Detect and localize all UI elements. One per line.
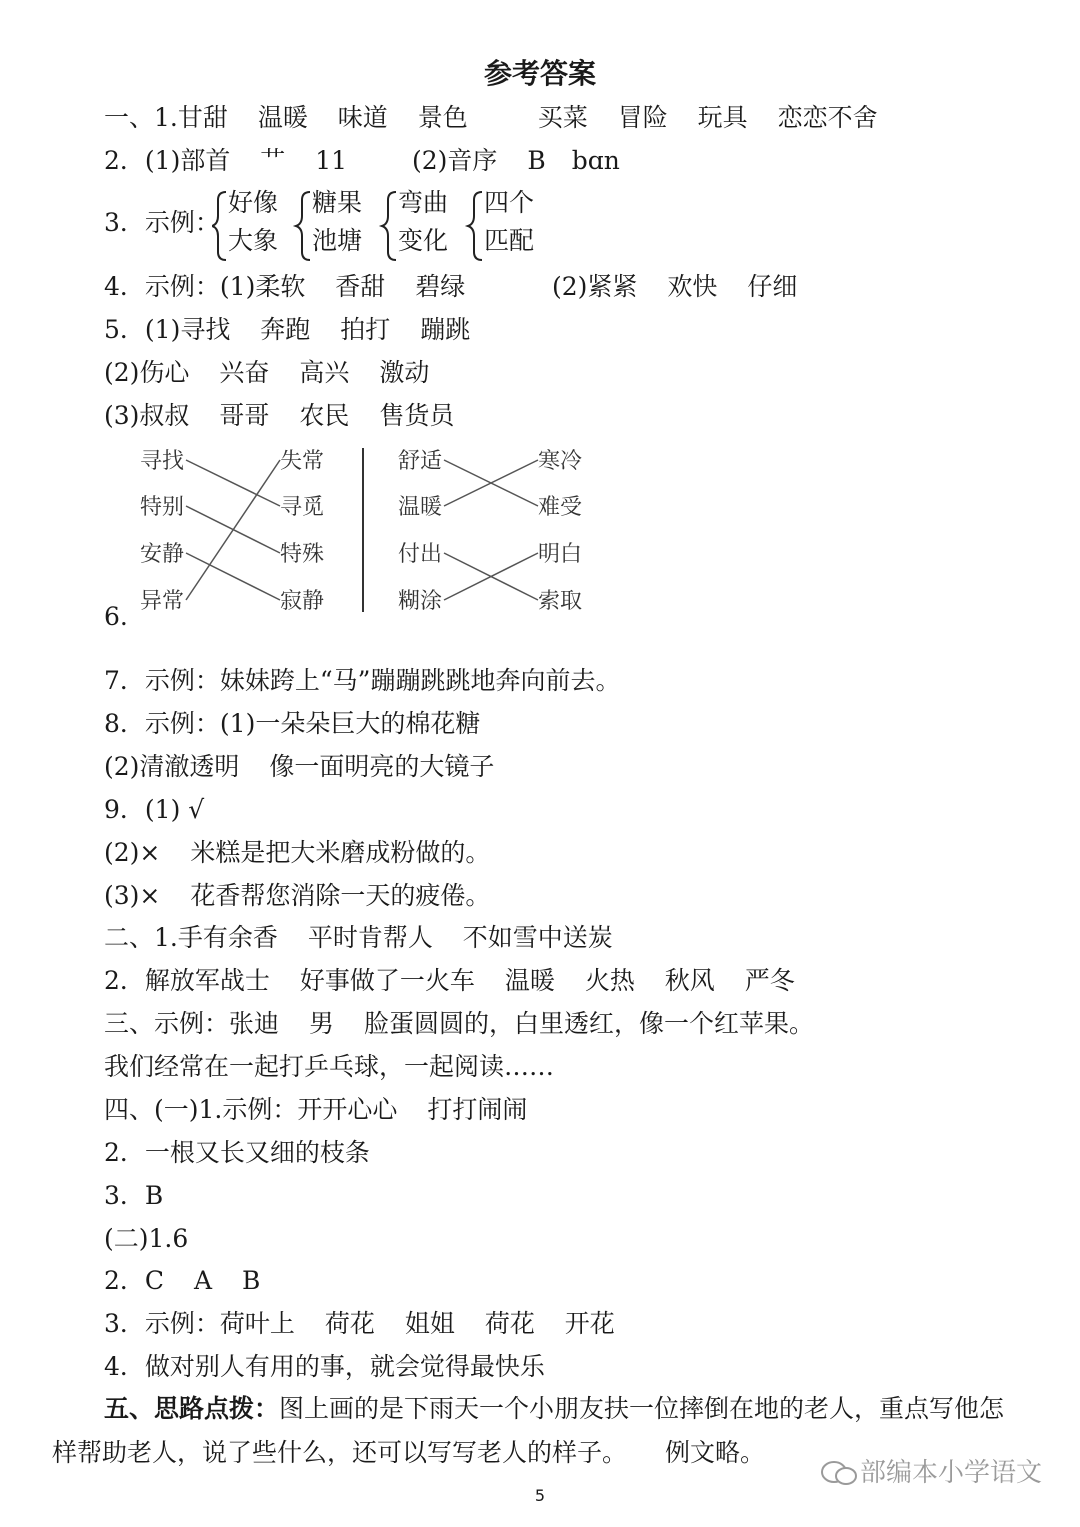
answer-line-5a [104, 313, 470, 347]
section-2-line-2 [104, 964, 795, 998]
pair-word-bottom: 匹配 [484, 226, 535, 255]
answer-text: 艹 [260, 146, 286, 175]
answer-text: 温暖 [257, 103, 308, 132]
answer-text: 3．示例：荷叶上 [104, 1309, 295, 1338]
answer-text: 严冬 [744, 966, 795, 995]
answer-text: 兴奋 [219, 358, 270, 387]
match-left-connector-line [186, 460, 280, 600]
answer-line-5b [104, 356, 429, 390]
pair-word-top: 好像 [228, 188, 279, 217]
pair-4 [484, 184, 534, 260]
answer-text: B [527, 146, 546, 175]
answer-text: 5．(1)寻找 [104, 315, 231, 344]
match-left-right-word: 寻觅 [280, 495, 325, 520]
answer-text: bɑn [571, 146, 620, 175]
answer-text: (2)清澈透明 [104, 752, 240, 781]
pair-word-bottom: 变化 [398, 226, 449, 255]
match-left-connector-line [186, 460, 280, 506]
match-right-left-word: 糊涂 [398, 589, 443, 614]
answer-text: 姐姐 [404, 1309, 455, 1338]
answer-text: 碧绿 [415, 272, 466, 301]
answer-line-1 [104, 101, 878, 135]
answer-line-9c [104, 879, 490, 913]
section-3-line-1 [104, 1007, 814, 1041]
answer-text: 买菜 [537, 103, 588, 132]
answer-text: 2．解放军战士 [104, 966, 270, 995]
section-4-line-4: (二)1.6 [104, 1224, 189, 1253]
answer-text: 味道 [337, 103, 388, 132]
pair-1 [228, 184, 278, 260]
answer-text: A [194, 1266, 213, 1295]
answer-text: 景色 [417, 103, 468, 132]
page-number: 5 [534, 1486, 546, 1505]
match-right-left-word: 付出 [398, 542, 443, 567]
answer-text: 秋风 [664, 966, 715, 995]
wechat-icon [820, 1458, 860, 1488]
match-right-left-word: 温暖 [398, 495, 443, 520]
pair-2 [312, 184, 362, 260]
answer-line-3-prefix: 3．示例： [104, 208, 220, 237]
answer-text: 冒险 [617, 103, 668, 132]
answer-line-4a [104, 270, 465, 304]
section-4-line-5 [104, 1264, 260, 1298]
answer-text: 三、示例：张迪 [104, 1009, 280, 1038]
answer-text: 不如雪中送炭 [462, 923, 613, 952]
section-4-line-6 [104, 1307, 615, 1341]
answer-line-2b [412, 144, 620, 178]
answer-text: 图上画的是下雨天一个小朋友扶一位摔倒在地的老人，重点写他怎 [279, 1394, 1005, 1423]
answer-text: (2)伤心 [104, 358, 190, 387]
section-5-heading: 五、思路点拨： [104, 1394, 280, 1423]
match-right-right-word: 明白 [538, 542, 583, 567]
answer-line-7: 7．示例：妹妹跨上“马”蹦蹦跳跳地奔向前去。 [104, 666, 621, 695]
answer-text: 奔跑 [260, 315, 311, 344]
answer-text: 打打闹闹 [427, 1095, 528, 1124]
answer-text: 玩具 [697, 103, 748, 132]
match-right-right-word: 难受 [538, 495, 583, 520]
pair-word-top: 糖果 [312, 188, 363, 217]
section-2-line-1 [104, 921, 613, 955]
section-3-line-2: 我们经常在一起打乒乓球，一起阅读…… [104, 1052, 555, 1081]
answer-text: 火热 [584, 966, 635, 995]
answer-text: 2．C [104, 1266, 165, 1295]
match-left-right-word: 寂静 [280, 589, 325, 614]
answer-text: (2)紧紧 [552, 272, 638, 301]
section-5-line-2 [52, 1436, 765, 1470]
answer-line-8b [104, 750, 494, 784]
answer-line-6: 6. [104, 602, 128, 631]
matching-diagram [130, 440, 650, 630]
pair-word-top: 四个 [484, 188, 535, 217]
answer-text: 四、(一)1.示例：开开心心 [104, 1095, 398, 1124]
match-left-connector-line [186, 553, 280, 600]
section-4-line-3: 3．B [104, 1181, 164, 1210]
answer-text: 欢快 [667, 272, 718, 301]
answer-text: 米糕是把大米磨成粉做的。 [190, 838, 491, 867]
watermark-text: 部编本小学语文 [860, 1458, 1043, 1488]
answer-text: 售货员 [379, 401, 455, 430]
section-5-line-1 [104, 1392, 1004, 1426]
answer-text: 开花 [564, 1309, 615, 1338]
answer-text: 哥哥 [219, 401, 270, 430]
answer-text: 样帮助老人，说了些什么，还可以写写老人的样子。 [52, 1438, 628, 1467]
answer-text: 脸蛋圆圆的，白里透红，像一个红苹果。 [363, 1009, 814, 1038]
answer-line-9b [104, 836, 490, 870]
match-right-right-word: 寒冷 [538, 449, 583, 474]
answer-text: 恋恋不舍 [777, 103, 878, 132]
answer-text: 二、1.手有余香 [104, 923, 278, 952]
answer-text: 激动 [379, 358, 430, 387]
pair-3 [398, 184, 448, 260]
answer-line-4b [552, 270, 797, 304]
answer-text: 高兴 [299, 358, 350, 387]
pair-word-bottom: 大象 [228, 226, 279, 255]
answer-line-5c [104, 399, 454, 433]
answer-text: (3)叔叔 [104, 401, 190, 430]
answer-text: (2)× [104, 838, 161, 867]
section-4-line-2: 2．一根又长又细的枝条 [104, 1138, 370, 1167]
pair-word-top: 弯曲 [398, 188, 449, 217]
answer-text: 像一面明亮的大镜子 [269, 752, 495, 781]
section-4-line-1 [104, 1093, 527, 1127]
answer-text: 拍打 [340, 315, 391, 344]
answer-text: (2)音序 [412, 146, 498, 175]
answer-text: 男 [308, 1009, 334, 1038]
answer-text: B [242, 1266, 261, 1295]
match-left-left-word: 寻找 [140, 449, 185, 474]
answer-text: 荷花 [324, 1309, 375, 1338]
answer-text: 好事做了一火车 [299, 966, 475, 995]
match-right-left-word: 舒适 [398, 449, 443, 474]
answer-text: 花香帮您消除一天的疲倦。 [190, 881, 491, 910]
answer-text: 平时肯帮人 [307, 923, 433, 952]
answer-text: 仔细 [747, 272, 798, 301]
answer-text: 一、1.甘甜 [104, 103, 228, 132]
answer-line-9a: 9．(1) √ [104, 795, 205, 824]
match-left-right-word: 特殊 [280, 542, 325, 567]
answer-text: 例文略。 [664, 1438, 765, 1467]
answer-text: 农民 [299, 401, 350, 430]
answer-text: 荷花 [484, 1309, 535, 1338]
answer-line-8a: 8．示例：(1)一朵朵巨大的棉花糖 [104, 709, 481, 738]
answer-text: 4．示例：(1)柔软 [104, 272, 306, 301]
answer-text: 2．(1)部首 [104, 146, 231, 175]
answer-text: (3)× [104, 881, 161, 910]
answer-text: 香甜 [335, 272, 386, 301]
answer-text: 温暖 [504, 966, 555, 995]
match-left-left-word: 特别 [140, 495, 185, 520]
pair-word-bottom: 池塘 [312, 226, 363, 255]
match-left-left-word: 安静 [140, 542, 185, 567]
answer-text: 11 [315, 146, 348, 175]
answer-text: 蹦跳 [420, 315, 471, 344]
answer-line-2a [104, 144, 347, 178]
match-left-left-word: 异常 [140, 589, 185, 614]
match-left-right-word: 失常 [280, 449, 325, 474]
match-right-right-word: 索取 [538, 589, 583, 614]
section-4-line-7: 4．做对别人有用的事，就会觉得最快乐 [104, 1352, 545, 1381]
page-title: 参考答案 [483, 57, 596, 90]
